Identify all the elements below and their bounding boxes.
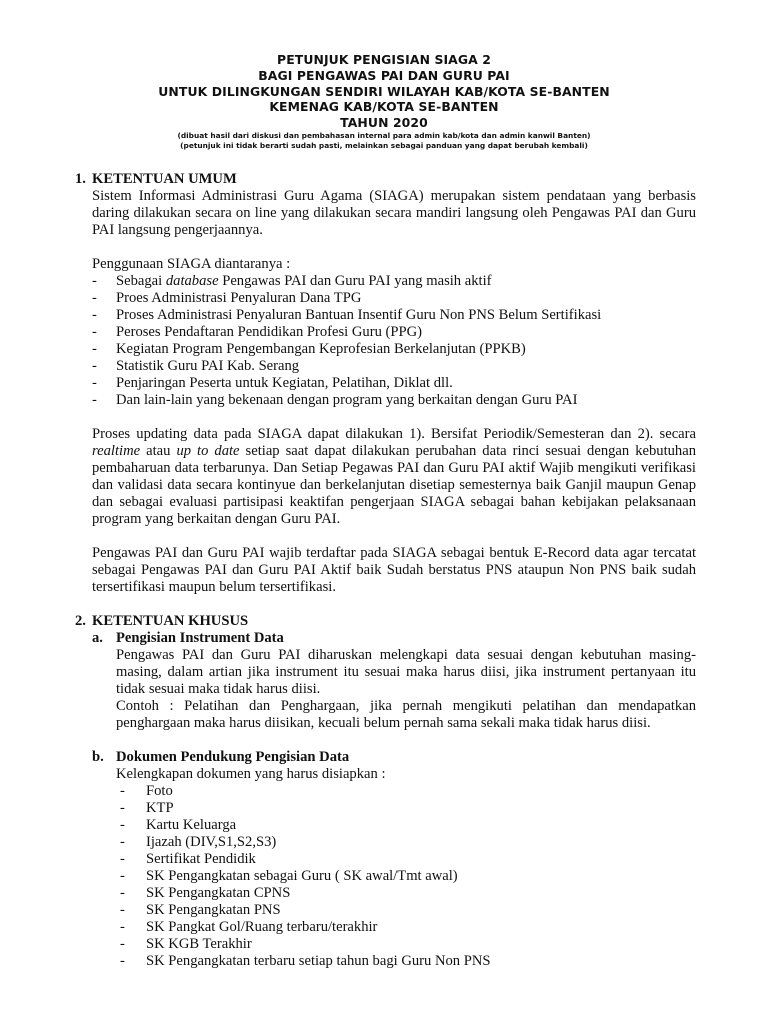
list-item: - SK Pengangkatan sebagai Guru ( SK awal/Tmt awal) bbox=[120, 868, 458, 884]
section-1-title: KETENTUAN UMUM bbox=[92, 171, 237, 187]
list-item: - Kartu Keluarga bbox=[120, 817, 237, 833]
documents-list bbox=[116, 783, 696, 970]
subsection-a bbox=[92, 630, 696, 647]
title-line-5: TAHUN 2020 bbox=[340, 115, 428, 131]
list-item: - Sebagai database Pengawas PAI dan Guru PAI yang masih aktif bbox=[92, 273, 492, 289]
section-2-number: 2. bbox=[75, 613, 86, 629]
subsection-a-text: Pengawas PAI dan Guru PAI diharuskan melengkapi data sesuai dengan kebutuhan masing-masing, dalam artian jika instrument itu sesuai maka harus diisi, jika instrument pertanyaan itu tidak sesuai maka tidak harus diisi. bbox=[116, 647, 696, 697]
title-line-3: UNTUK DILINGKUNGAN SENDIRI WILAYAH KAB/KOTA SE-BANTEN bbox=[158, 83, 610, 99]
list-item: - Sertifikat Pendidik bbox=[120, 851, 256, 867]
subsection-b-heading: b. Dokumen Pendukung Pengisian Data bbox=[92, 749, 350, 765]
usage-list bbox=[92, 273, 696, 409]
list-item: - SK Pengangkatan terbaru setiap tahun bagi Guru Non PNS bbox=[120, 953, 491, 969]
list-item: - Foto bbox=[120, 783, 173, 799]
subsection-a-content bbox=[116, 647, 696, 732]
list-item: - Proses Administrasi Penyaluran Bantuan Insentif Guru Non PNS Belum Sertifikasi bbox=[92, 307, 602, 323]
section-2-title: KETENTUAN KHUSUS bbox=[92, 613, 249, 629]
usage-label: Penggunaan SIAGA diantaranya : bbox=[92, 256, 291, 272]
header-note-2: (petunjuk ini tidak berarti sudah pasti, melainkan sebagai panduan yang dapat berubah kembali) bbox=[180, 141, 588, 151]
subsection-b bbox=[92, 749, 696, 766]
subsection-b-content bbox=[116, 766, 696, 970]
list-item: - Proes Administrasi Penyaluran Dana TPG bbox=[92, 290, 362, 306]
section-1-intro: Sistem Informasi Administrasi Guru Agama (SIAGA) merupakan sistem pendataan yang berbasis daring dilakukan secara on line yang dilakukan secara mandiri langsung oleh Pengawas PAI dan Guru PAI langsung pengerjaannya. bbox=[92, 188, 696, 238]
title-line-1: PETUNJUK PENGISIAN SIAGA 2 bbox=[277, 52, 491, 67]
title-line-4: KEMENAG KAB/KOTA SE-BANTEN bbox=[269, 99, 499, 115]
updating-paragraph: Proses updating data pada SIAGA dapat dilakukan 1). Bersifat Periodik/Semesteran dan 2). secara realtime atau up to date setiap saat dapat dilakukan perubahan data rinci sesuai dengan kebutuhan pembaharuan data terbarunya. Dan Setiap Pegawas PAI dan Guru PAI aktif Wajib mengikuti verifikasi dan validasi data secara kontinyue dan berkelanjutan disetiap semesternya baik Ganjil maupun Genap dan sebagai evaluasi partisipasi keaktifan pengerjaan SIAGA sebagai bahan kebijakan pelaksanaan program yang berkaitan dengan Guru PAI. bbox=[92, 426, 696, 527]
documents-intro: Kelengkapan dokumen yang harus disiapkan : bbox=[116, 766, 386, 782]
section-2-heading bbox=[75, 613, 696, 630]
subsection-a-heading: a. Pengisian Instrument Data bbox=[92, 630, 284, 646]
document-body bbox=[75, 171, 696, 970]
list-item: - KTP bbox=[120, 800, 174, 816]
registration-paragraph: Pengawas PAI dan Guru PAI wajib terdaftar pada SIAGA sebagai bentuk E-Record data agar tercatat sebagai Pengawas PAI dan Guru PAI Aktif baik Sudah berstatus PNS ataupun Non PNS baik sudah tersertifikasi maupun belum tersertifikasi. bbox=[92, 545, 696, 595]
section-1-number: 1. bbox=[75, 171, 86, 187]
list-item: - Penjaringan Peserta untuk Kegiatan, Pelatihan, Diklat dll. bbox=[92, 375, 453, 391]
list-item: - Kegiatan Program Pengembangan Keprofesian Berkelanjutan (PPKB) bbox=[92, 341, 526, 357]
list-item: - Dan lain-lain yang bekenaan dengan program yang berkaitan dengan Guru PAI bbox=[92, 392, 578, 408]
list-item: - SK KGB Terakhir bbox=[120, 936, 252, 952]
section-1-heading bbox=[75, 171, 696, 188]
list-item: - SK Pangkat Gol/Ruang terbaru/terakhir bbox=[120, 919, 378, 935]
title-line-2: BAGI PENGAWAS PAI DAN GURU PAI bbox=[258, 67, 510, 83]
list-item: - Statistik Guru PAI Kab. Serang bbox=[92, 358, 300, 374]
list-item: - SK Pengangkatan PNS bbox=[120, 902, 281, 918]
list-item: - SK Pengangkatan CPNS bbox=[120, 885, 291, 901]
list-item: - Peroses Pendaftaran Pendidikan Profesi Guru (PPG) bbox=[92, 324, 423, 340]
document-header bbox=[0, 52, 768, 151]
subsection-a-example: Contoh : Pelatihan dan Penghargaan, jika pernah mengikuti pelatihan dan mendapatkan penghargaan maka harus diisikan, kecuali belum pernah sama sekali maka tidak harus diisi. bbox=[116, 698, 696, 731]
header-note-1: (dibuat hasil dari diskusi dan pembahasan internal para admin kab/kota dan admin kanwil Banten) bbox=[177, 130, 591, 140]
section-1-content bbox=[92, 188, 696, 596]
list-item: - Ijazah (DIV,S1,S2,S3) bbox=[120, 834, 277, 850]
